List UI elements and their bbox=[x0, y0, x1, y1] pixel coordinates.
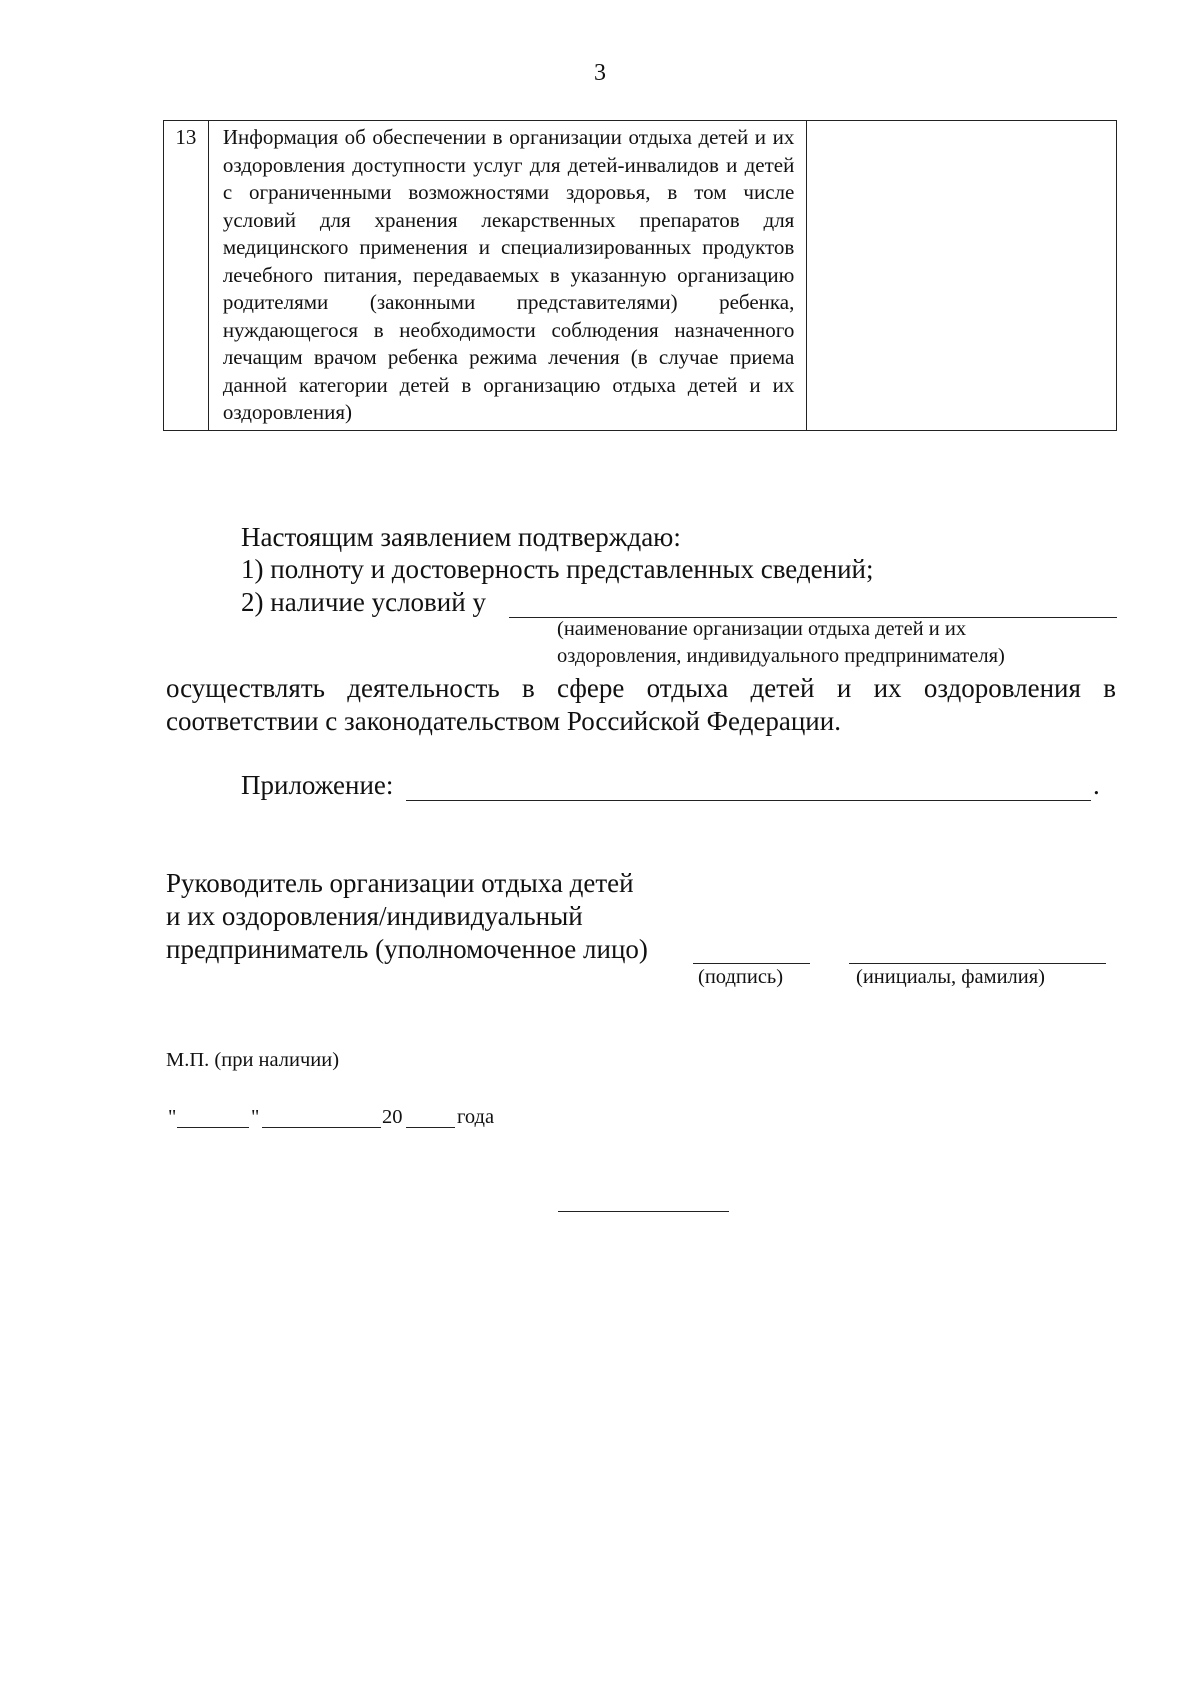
end-separator-line bbox=[558, 1211, 729, 1212]
confirmation-item-1: 1) полноту и достоверность представленных сведений; bbox=[241, 554, 874, 584]
attachment-end-mark: . bbox=[1093, 770, 1100, 800]
organization-name-hint-1: (наименование организации отдыха детей и их bbox=[557, 618, 967, 640]
table-row bbox=[164, 121, 1117, 431]
date-year-field[interactable] bbox=[406, 1127, 455, 1128]
date-quote-open: " bbox=[168, 1106, 177, 1128]
name-hint: (инициалы, фамилия) bbox=[856, 966, 1045, 988]
signature-hint: (подпись) bbox=[698, 966, 784, 988]
info-table bbox=[163, 120, 1117, 431]
row-number-cell: 13 bbox=[164, 121, 209, 431]
date-quote-close: " bbox=[251, 1106, 260, 1128]
row-value-cell[interactable] bbox=[807, 121, 1117, 431]
signature-title-line-2: и их оздоровления/индивидуальный bbox=[166, 901, 583, 931]
confirmation-continuation: осуществлять деятельность в сфере отдыха детей и их оздоровления в соответствии с законодательством Российской Федерации. bbox=[166, 673, 1116, 736]
date-suffix: года bbox=[457, 1106, 495, 1128]
confirmation-item-2: 2) наличие условий у bbox=[241, 587, 486, 617]
attachment-field[interactable] bbox=[406, 800, 1091, 801]
attachment-label: Приложение: bbox=[241, 770, 394, 800]
signature-field[interactable] bbox=[693, 963, 810, 964]
signature-title-line-1: Руководитель организации отдыха детей bbox=[166, 868, 634, 898]
signature-title-line-3: предприниматель (уполномоченное лицо) bbox=[166, 934, 648, 964]
date-month-field[interactable] bbox=[262, 1127, 381, 1128]
name-field[interactable] bbox=[849, 963, 1106, 964]
organization-name-hint-2: оздоровления, индивидуального предпринимателя) bbox=[557, 645, 1005, 667]
stamp-label: М.П. (при наличии) bbox=[166, 1049, 340, 1071]
date-century: 20 bbox=[382, 1106, 403, 1128]
date-day-field[interactable] bbox=[177, 1127, 249, 1128]
row-description-cell: Информация об обеспечении в организации отдыха детей и их оздоровления доступности услуг для детей-инвалидов и детей с ограниченными возможностями здоровья, в том числе условий для хранения лекарственных препаратов для медицинского применения и специализированных продуктов лечебного питания, передаваемых в указанную организацию родителями (законными представителями) ребенка, нуждающегося в необходимости соблюдения назначенного лечащим врачом ребенка режима лечения (в случае приема данной категории детей в организацию отдыха детей и их оздоровления) bbox=[208, 121, 807, 431]
confirmation-intro: Настоящим заявлением подтверждаю: bbox=[241, 522, 681, 552]
page-number: 3 bbox=[594, 60, 606, 86]
